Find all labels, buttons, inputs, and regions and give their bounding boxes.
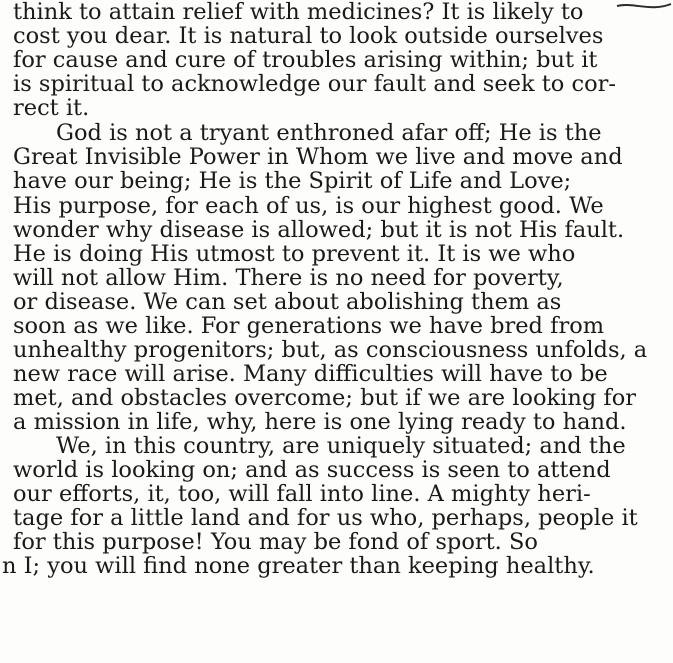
- text-line: soon as we like. For generations we have bred from: [13, 313, 605, 339]
- text-line: His purpose, for each of us, is our highest good. We: [13, 193, 604, 219]
- text-line: have our being; He is the Spirit of Life and Love;: [13, 168, 572, 194]
- paragraph-start-line: God is not a tryant enthroned afar off; He is the: [56, 120, 602, 146]
- text-line: think to attain relief with medicines? It is likely to: [13, 0, 584, 25]
- text-line: world is looking on; and as success is seen to attend: [13, 457, 611, 483]
- text-line: He is doing His utmost to prevent it. It is we who: [13, 241, 576, 267]
- text-line: new race will arise. Many difficulties will have to be: [13, 361, 608, 387]
- text-line: wonder why disease is allowed; but it is not His fault.: [13, 217, 625, 243]
- text-line: cost you dear. It is natural to look outside ourselves: [13, 23, 604, 49]
- text-line: for this purpose! You may be fond of sport. So: [13, 529, 538, 555]
- text-line: is spiritual to acknowledge our fault and seek to cor-: [13, 71, 616, 97]
- text-line: or disease. We can set about abolishing them as: [13, 289, 562, 315]
- text-line: tage for a little land and for us who, perhaps, people it: [13, 505, 638, 531]
- text-line: n I; you will find none greater than keeping healthy.: [2, 553, 595, 579]
- text-line: will not allow Him. There is no need for poverty,: [13, 265, 564, 291]
- paragraph-start-line: We, in this country, are uniquely situated; and the: [56, 433, 626, 459]
- text-line: unhealthy progenitors; but, as consciousness unfolds, a: [13, 337, 648, 363]
- text-line: our efforts, it, too, will fall into line. A mighty heri-: [13, 481, 591, 507]
- pen-mark-icon: [613, 0, 673, 22]
- text-line: for cause and cure of troubles arising within; but it: [13, 47, 598, 73]
- text-line: rect it.: [13, 95, 90, 121]
- text-line: met, and obstacles overcome; but if we are looking for: [13, 385, 637, 411]
- text-line: a mission in life, why, here is one lying ready to hand.: [13, 409, 627, 435]
- text-line: Great Invisible Power in Whom we live and move and: [13, 144, 623, 170]
